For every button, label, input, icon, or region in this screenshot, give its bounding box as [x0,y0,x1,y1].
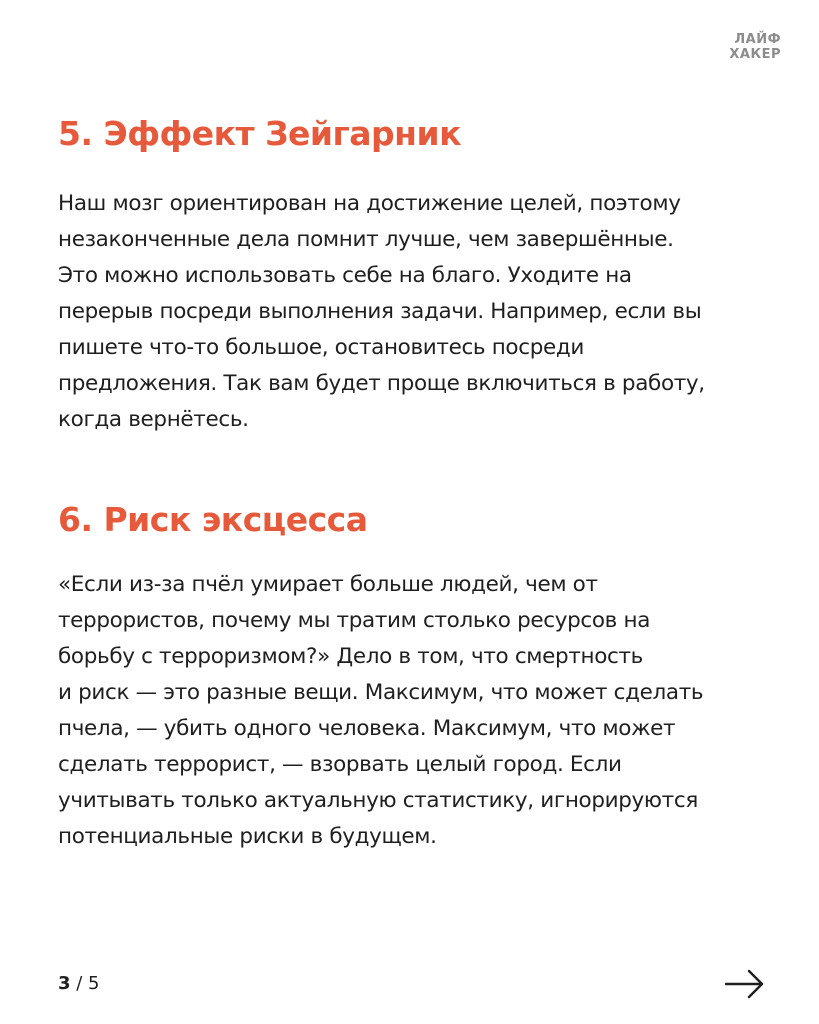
paragraph-line: сделать террорист, — взорвать целый город. Если [58,752,622,777]
page-separator: / [70,973,89,994]
total-pages: 5 [88,973,100,994]
section-5-paragraph [58,186,763,438]
paragraph-line: незаконченные дела помнит лучше, чем завершённые. [58,227,674,252]
logo-line-1: ЛАЙФ [734,32,781,47]
section-5-heading: 5. Эффект Зейгарник [58,114,461,153]
paragraph-line: Это можно использовать себе на благо. Уходите на [58,263,632,288]
page-indicator [58,972,100,996]
paragraph-line: пишете что-то большое, остановитесь посреди [58,335,585,360]
paragraph-line: «Если из-за пчёл умирает больше людей, чем от [58,572,598,597]
paragraph-line: предложения. Так вам будет проще включиться в работу, [58,371,705,396]
next-page-button[interactable] [725,966,765,1002]
lifehacker-logo [729,32,781,62]
paragraph-line: пчела, — убить одного человека. Максимум, что может [58,716,676,741]
paragraph-line: борьбу с терроризмом?» Дело в том, что смертность [58,644,644,669]
arrow-right-icon [725,966,765,1002]
paragraph-line: террористов, почему мы тратим столько ресурсов на [58,608,651,633]
section-6-heading: 6. Риск эксцесса [58,500,368,539]
logo-line-2: ХАКЕР [729,47,781,62]
paragraph-line: Наш мозг ориентирован на достижение целей, поэтому [58,191,681,216]
section-6-paragraph [58,567,763,855]
paragraph-line: потенциальные риски в будущем. [58,824,437,849]
current-page: 3 [58,973,71,994]
paragraph-line: учитывать только актуальную статистику, игнорируются [58,788,698,813]
paragraph-line: перерыв посреди выполнения задачи. Например, если вы [58,299,702,324]
paragraph-line: когда вернётесь. [58,407,249,432]
paragraph-line: и риск — это разные вещи. Максимум, что может сделать [58,680,704,705]
